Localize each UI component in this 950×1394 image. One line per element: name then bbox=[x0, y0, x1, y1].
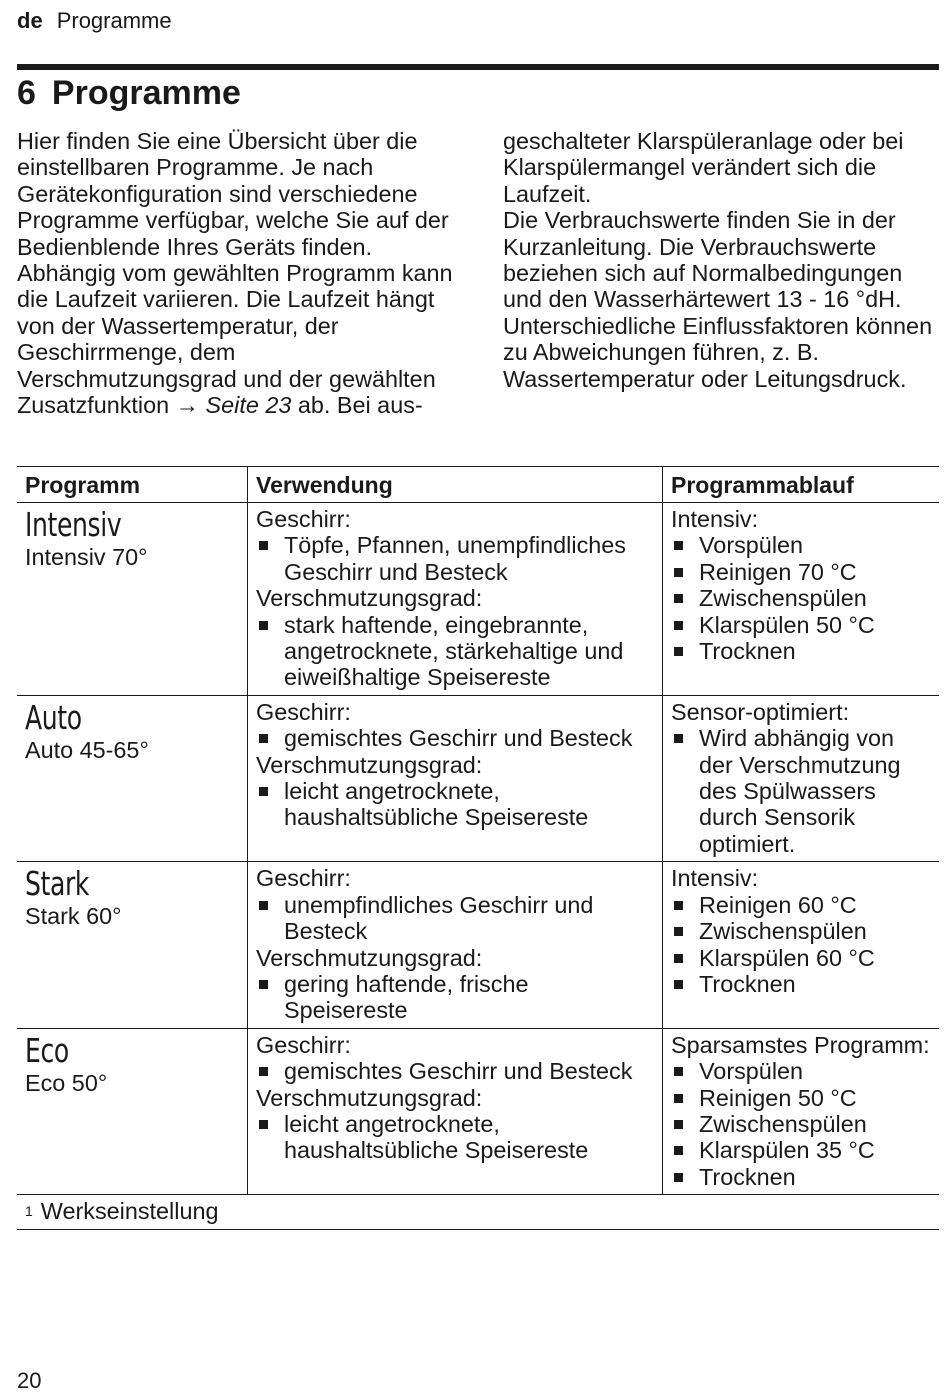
program-cell bbox=[17, 503, 248, 696]
flow-label: Intensiv: bbox=[671, 506, 759, 532]
list-item: leicht angetrocknete, haushaltsübliche Speisereste bbox=[256, 1111, 654, 1164]
flow-cell bbox=[663, 503, 940, 696]
list-item: Vorspülen bbox=[671, 532, 931, 558]
list-item: Reinigen 60 °C bbox=[671, 892, 931, 918]
table-row bbox=[17, 503, 939, 696]
table-row bbox=[17, 1028, 939, 1194]
table-header-row bbox=[17, 467, 939, 503]
program-rows bbox=[17, 503, 939, 1195]
soil-label: Verschmutzungsgrad: bbox=[256, 944, 483, 971]
table-row bbox=[17, 695, 939, 861]
flow-cell bbox=[663, 1028, 940, 1194]
header-rule bbox=[17, 64, 939, 70]
dishes-label: Geschirr: bbox=[256, 1031, 351, 1058]
list-item: Reinigen 70 °C bbox=[671, 559, 931, 585]
program-name: Auto 45-65° bbox=[25, 736, 149, 763]
list-item: Zwischenspülen bbox=[671, 1111, 931, 1137]
flow-cell bbox=[663, 695, 940, 861]
dishes-list bbox=[256, 892, 654, 945]
list-item: gering haftende, frische Speisereste bbox=[256, 971, 654, 1024]
list-item: Klarspülen 50 °C bbox=[671, 612, 931, 638]
list-item: Trocknen bbox=[671, 1164, 931, 1190]
soil-list bbox=[256, 612, 654, 691]
program-name: Intensiv 70° bbox=[25, 544, 148, 570]
list-item: Wird abhängig von der Verschmutzung des Spülwassers durch Sensorik optimiert. bbox=[671, 725, 931, 857]
program-name: Eco 50° bbox=[25, 1069, 108, 1096]
list-item: Trocknen bbox=[671, 971, 931, 997]
program-name: Stark 60° bbox=[25, 903, 122, 930]
header-program: Programm bbox=[17, 467, 248, 503]
program-display-label: Stark bbox=[25, 864, 90, 904]
dishes-list bbox=[256, 532, 654, 585]
program-cell bbox=[17, 695, 248, 861]
program-display-label: Eco bbox=[25, 1030, 69, 1070]
dishes-label: Geschirr: bbox=[256, 698, 351, 725]
list-item: Zwischenspülen bbox=[671, 918, 931, 944]
soil-label: Verschmutzungsgrad: bbox=[256, 585, 483, 612]
page-header bbox=[17, 8, 172, 34]
intro-column-left bbox=[17, 128, 457, 418]
list-item: Reinigen 50 °C bbox=[671, 1085, 931, 1111]
flow-label: Intensiv: bbox=[671, 865, 759, 892]
program-cell bbox=[17, 1028, 248, 1194]
header-section: Programme bbox=[56, 8, 172, 33]
list-item: unempfindliches Geschirr und Besteck bbox=[256, 892, 654, 945]
intro-paragraph: Hier finden Sie eine Übersicht über die einstellbaren Programme. Je nach Gerätekonfiguration sind verschiedene Programme verfügbar, welche Sie auf der Bedienblende Ihres Geräts finden. bbox=[17, 128, 449, 260]
list-item: gemischtes Geschirr und Besteck bbox=[256, 1058, 654, 1084]
flow-cell bbox=[663, 862, 940, 1028]
list-item: Klarspülen 35 °C bbox=[671, 1137, 931, 1163]
flow-list bbox=[671, 532, 931, 664]
flow-label: Sensor-optimiert: bbox=[671, 698, 850, 725]
use-cell bbox=[248, 1028, 663, 1194]
list-item: stark haftende, eingebrannte, angetrocknete, stärkehaltige und eiweißhaltige Speisereste bbox=[256, 612, 654, 691]
page-reference-link[interactable]: Seite 23 bbox=[205, 392, 292, 419]
chapter-title bbox=[17, 74, 241, 113]
intro-paragraph bbox=[17, 260, 457, 418]
soil-list bbox=[256, 971, 654, 1024]
soil-list bbox=[256, 778, 654, 831]
intro-paragraph-text: Abhängig vom gewählten Programm kann die Laufzeit variieren. Die Laufzeit hängt von der Wassertemperatur, der Geschirrmenge, dem Verschmutzungsgrad und der gewählten Zusatzfunktion bbox=[17, 260, 453, 419]
table-row bbox=[17, 862, 939, 1028]
intro-paragraph-text: ab. Bei aus- bbox=[297, 392, 423, 419]
program-display-label: Intensiv bbox=[25, 505, 122, 544]
flow-list bbox=[671, 892, 931, 998]
chapter-name: Programme bbox=[51, 74, 241, 112]
header-flow: Programmablauf bbox=[663, 467, 940, 503]
soil-list bbox=[256, 1111, 654, 1164]
header-use: Verwendung bbox=[248, 467, 663, 503]
list-item: Trocknen bbox=[671, 638, 931, 664]
program-display-label: Auto bbox=[25, 697, 82, 737]
flow-list bbox=[671, 1058, 931, 1190]
footnote-mark: 1 bbox=[25, 1203, 33, 1220]
footnote-row bbox=[17, 1195, 939, 1229]
flow-list bbox=[671, 725, 931, 857]
page-number: 20 bbox=[17, 1368, 42, 1393]
list-item: Zwischenspülen bbox=[671, 585, 931, 611]
use-cell bbox=[248, 862, 663, 1028]
footnote bbox=[17, 1195, 939, 1229]
list-item: Klarspülen 60 °C bbox=[671, 945, 931, 971]
arrow-icon: → bbox=[175, 392, 200, 419]
soil-label: Verschmutzungsgrad: bbox=[256, 1084, 483, 1111]
use-cell bbox=[248, 503, 663, 696]
flow-label: Sparsamstes Programm: bbox=[671, 1031, 930, 1058]
intro-paragraph: geschalteter Klarspüleranlage oder bei Klarspülermangel verändert sich die Laufzeit. bbox=[503, 128, 904, 207]
program-table bbox=[17, 466, 939, 1230]
intro-paragraph: Die Verbrauchswerte finden Sie in der Kurzanleitung. Die Verbrauchswerte beziehen sich auf Normalbedingungen und den Wasserhärtewert 13 - 16 °dH. Unterschiedliche Einflussfaktoren können zu Abweichungen führen, z. B. Wassertemperatur oder Leitungsdruck. bbox=[503, 207, 933, 392]
list-item: leicht angetrocknete, haushaltsübliche Speisereste bbox=[256, 778, 654, 831]
dishes-list bbox=[256, 1058, 654, 1084]
use-cell bbox=[248, 695, 663, 861]
chapter-number: 6 bbox=[17, 74, 36, 112]
intro-column-right bbox=[503, 128, 943, 392]
dishes-label: Geschirr: bbox=[256, 506, 351, 532]
list-item: Vorspülen bbox=[671, 1058, 931, 1084]
program-cell bbox=[17, 862, 248, 1028]
dishes-list bbox=[256, 725, 654, 751]
list-item: gemischtes Geschirr und Besteck bbox=[256, 725, 654, 751]
footnote-text: Werkseinstellung bbox=[40, 1198, 219, 1225]
dishes-label: Geschirr: bbox=[256, 865, 351, 892]
list-item: Töpfe, Pfannen, unempfindliches Geschirr und Besteck bbox=[256, 532, 654, 585]
soil-label: Verschmutzungsgrad: bbox=[256, 751, 483, 778]
language-code: de bbox=[17, 8, 43, 33]
